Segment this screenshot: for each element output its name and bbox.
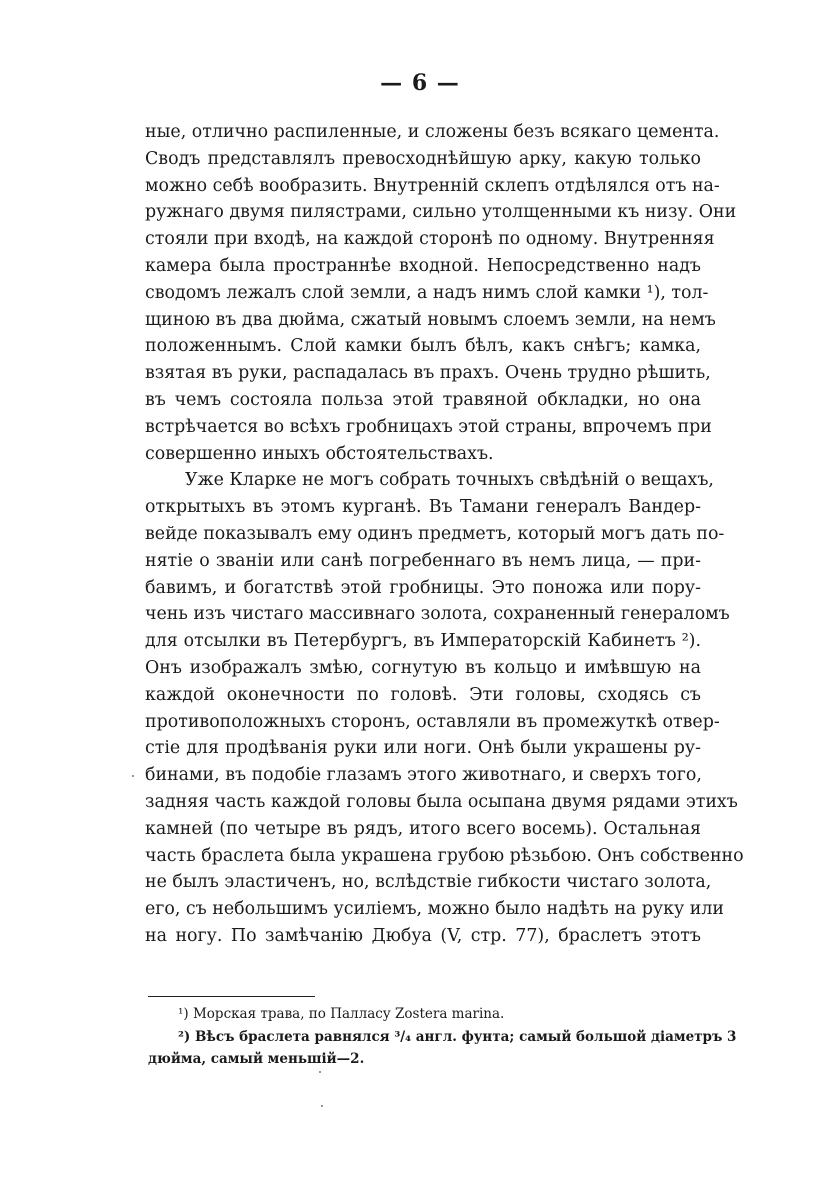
text-line: ружнаго двумя пилястрами, сильно утолщенными къ низу. Они <box>145 202 737 223</box>
text-line: вейде показывалъ ему одинъ предметъ, который могъ дать по- <box>145 523 725 544</box>
text-line: щиною въ два дюйма, сжатый новымъ слоемъ земли, на немъ <box>145 309 716 330</box>
text-line: бавимъ, и богатствѣ этой гробницы. Это поножа или пору- <box>145 577 701 598</box>
paper-speck <box>319 1071 321 1073</box>
text-line: стояли при входѣ, на каждой сторонѣ по одному. Внутренняя <box>145 229 715 250</box>
text-line: открытыхъ въ этомъ курганѣ. Въ Тамани генералъ Вандер- <box>145 497 701 518</box>
text-line: Онъ изображалъ змѣю, согнутую въ кольцо и имѣвшую на <box>145 657 701 678</box>
text-line: противоположныхъ сторонъ, оставляли въ промежуткѣ отвер- <box>145 711 720 732</box>
text-line: камера была пространнѣе входной. Непосредственно надъ <box>145 255 701 276</box>
text-line: на ногу. По замѣчанію Дюбуа (V, стр. 77), браслетъ этотъ <box>145 925 701 946</box>
text-line: взятая въ руки, распадалась въ прахъ. Очень трудно рѣшить, <box>145 363 711 384</box>
text-line: стіе для продѣванія руки или ноги. Онѣ были украшены ру- <box>145 738 701 759</box>
text-line: Сводъ представлялъ превосходнѣйшую арку, какую только <box>145 148 701 169</box>
footnote-2-continuation: дюйма, самый меньшій—2. <box>148 1051 365 1067</box>
paragraph-start-line: Уже Кларке не могъ собрать точныхъ свѣдѣній о вещахъ, <box>185 470 714 491</box>
text-line: для отсылки въ Петербургъ, въ Императорскій Кабинетъ ²). <box>145 631 701 652</box>
text-line: въ чемъ состояла польза этой травяной обкладки, но она <box>145 389 701 410</box>
text-line: каждой оконечности по головѣ. Эти головы, сходясь съ <box>145 684 701 705</box>
paper-speck <box>321 1105 323 1107</box>
text-line: часть браслета была украшена грубою рѣзьбою. Онъ собственно <box>145 845 744 866</box>
text-line: задняя часть каждой головы была осыпана двумя рядами этихъ <box>145 791 738 812</box>
text-line: камней (по четыре въ рядъ, итого всего восемь). Остальная <box>145 818 701 839</box>
footnotes <box>148 1003 737 1071</box>
body-text <box>145 119 744 950</box>
text-line: ные, отлично распиленные, и сложены безъ всякаго цемента. <box>145 122 720 142</box>
page-number: — 6 — <box>380 70 460 96</box>
text-line: встрѣчается во всѣхъ гробницахъ этой страны, впрочемъ при <box>145 416 712 437</box>
text-line: можно себѣ вообразить. Внутренній склепъ отдѣлялся отъ на- <box>145 175 720 196</box>
text-line: нятіе о званіи или санѣ погребеннаго въ немъ лица, — при- <box>145 550 701 571</box>
text-line: совершенно иныхъ обстоятельствахъ. <box>145 443 494 464</box>
paper-speck <box>132 775 134 777</box>
text-line: сводомъ лежалъ слой земли, а надъ нимъ слой камки ¹), тол- <box>145 282 709 303</box>
text-line: бинами, въ подобіе глазамъ этого животнаго, и сверхъ того, <box>145 765 702 786</box>
text-line: не былъ эластиченъ, но, вслѣдствіе гибкости чистаго золота, <box>145 872 712 893</box>
text-line: его, съ небольшимъ усиліемъ, можно было надѣть на руку или <box>145 899 725 920</box>
footnote-1: ¹) Морская трава, по Палласу Zostera marina. <box>178 1006 505 1022</box>
footnote-2: ²) Вѣсъ браслета равнялся ³/₄ англ. фунта; самый большой діаметръ 3 <box>178 1028 737 1045</box>
footnote-divider <box>148 996 315 997</box>
text-line: положеннымъ. Слой камки былъ бѣлъ, какъ снѣгъ; камка, <box>145 336 701 357</box>
text-line: чень изъ чистаго массивнаго золота, сохраненный генераломъ <box>145 604 730 625</box>
